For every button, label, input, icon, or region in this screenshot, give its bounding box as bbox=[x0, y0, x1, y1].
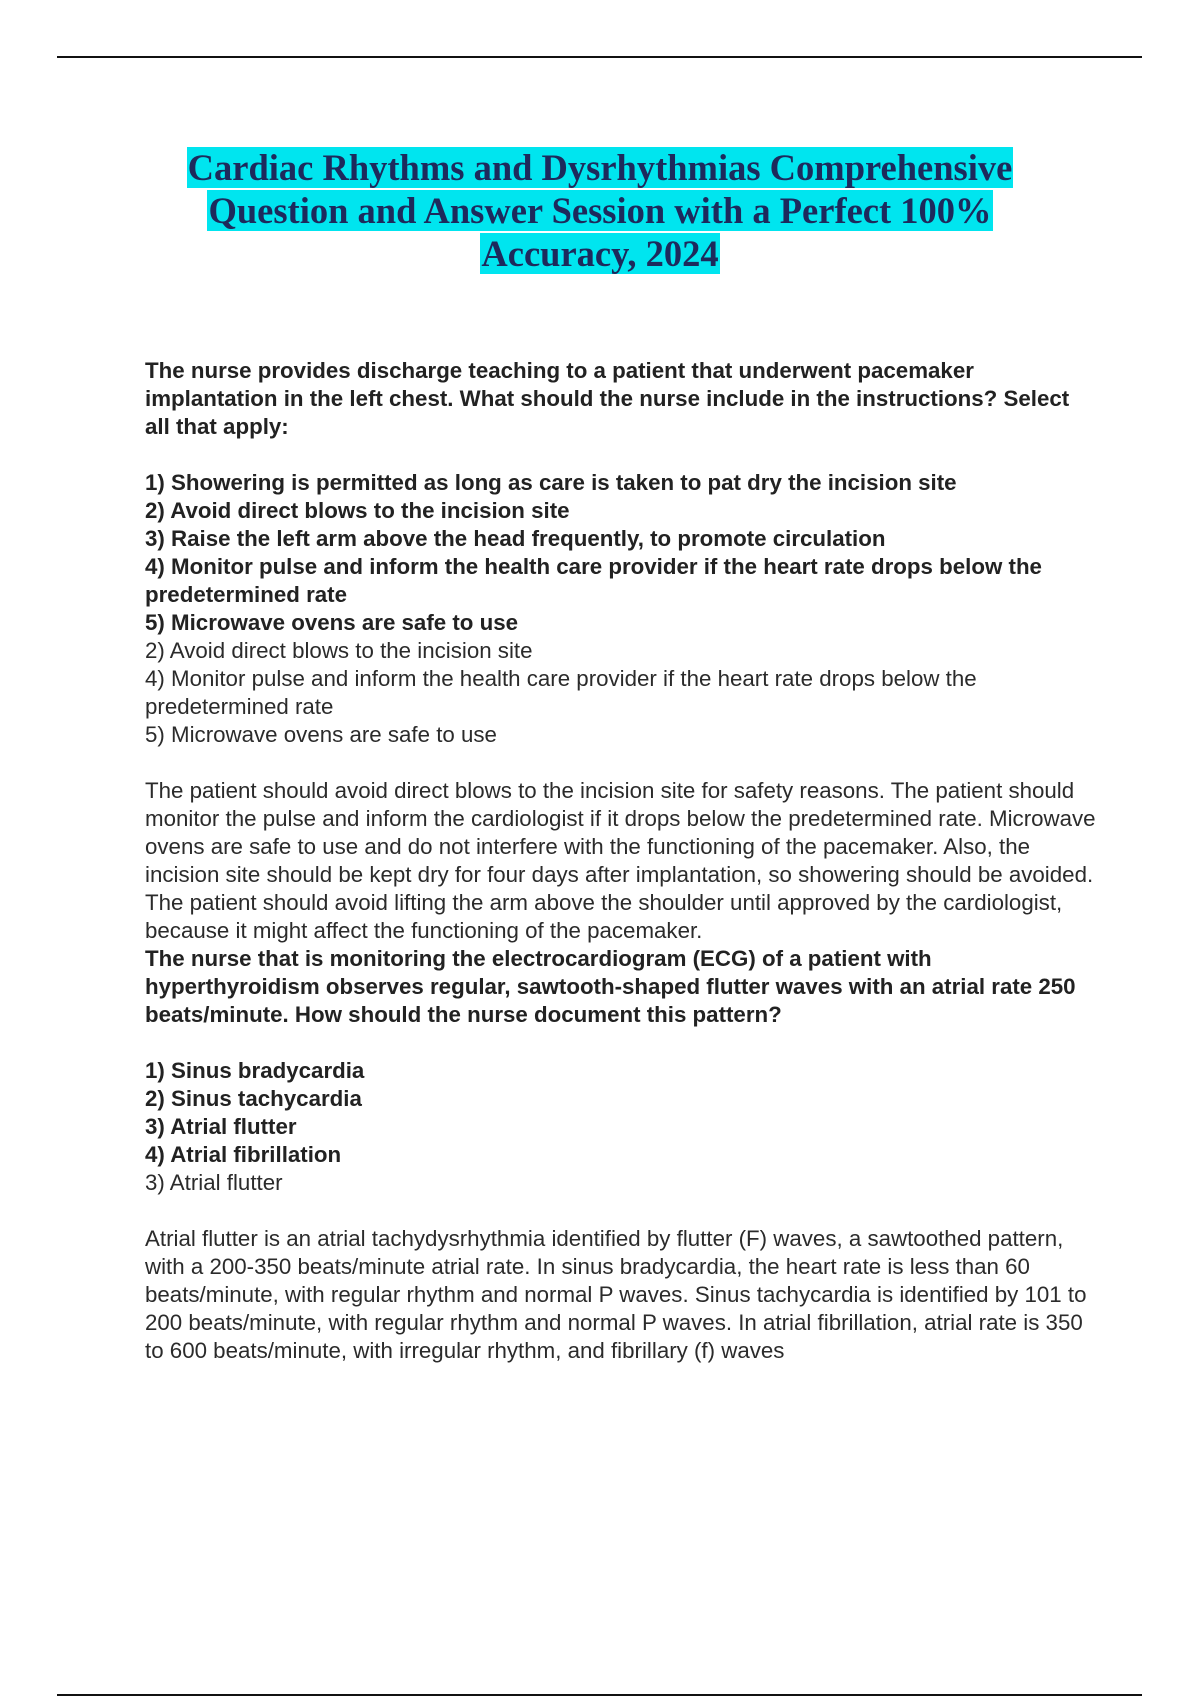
option-item: 2) Avoid direct blows to the incision site bbox=[145, 498, 570, 523]
document-title bbox=[100, 146, 1100, 275]
answer-list bbox=[145, 637, 1100, 749]
question-2 bbox=[145, 945, 1100, 1365]
answer-item: 2) Avoid direct blows to the incision site bbox=[145, 638, 533, 663]
option-item: 1) Sinus bradycardia bbox=[145, 1058, 365, 1083]
title-line-2: Question and Answer Session with a Perfect 100% bbox=[208, 190, 992, 231]
answer-item: 3) Atrial flutter bbox=[145, 1170, 283, 1195]
option-item: 5) Microwave ovens are safe to use bbox=[145, 610, 519, 635]
option-item: 4) Monitor pulse and inform the health care provider if the heart rate drops below the predetermined rate bbox=[145, 554, 1042, 607]
answer-item: 5) Microwave ovens are safe to use bbox=[145, 722, 497, 747]
answer-explanation: The patient should avoid direct blows to the incision site for safety reasons. The patient should monitor the pulse and inform the cardiologist if it drops below the predetermined rate. Microwave ovens are safe to use and do not interfere with the functioning of the pacemaker. Also, the incision site should be kept dry for four days after implantation, so showering should be avoided. The patient should avoid lifting the arm above the shoulder until approved by the cardiologist, because it might affect the functioning of the pacemaker. bbox=[145, 778, 1096, 943]
question-prompt: The nurse provides discharge teaching to a patient that underwent pacemaker implantation in the left chest. What should the nurse include in the instructions? Select all that apply: bbox=[145, 358, 1070, 439]
question-1 bbox=[145, 357, 1100, 945]
answer-item: 4) Monitor pulse and inform the health care provider if the heart rate drops below the predetermined rate bbox=[145, 666, 977, 719]
option-item: 3) Atrial flutter bbox=[145, 1114, 297, 1139]
question-prompt: The nurse that is monitoring the electrocardiogram (ECG) of a patient with hyperthyroidism observes regular, sawtooth-shaped flutter waves with an atrial rate 250 beats/minute. How should the nurse document this pattern? bbox=[145, 946, 1076, 1027]
option-list bbox=[145, 1057, 1100, 1169]
answer-explanation: Atrial flutter is an atrial tachydysrhythmia identified by flutter (F) waves, a sawtoothed pattern, with a 200-350 beats/minute atrial rate. In sinus bradycardia, the heart rate is less than 60 beats/minute, with regular rhythm and normal P waves. Sinus tachycardia is identified by 101 to 200 beats/minute, with regular rhythm and normal P waves. In atrial fibrillation, atrial rate is 350 to 600 beats/minute, with irregular rhythm, and fibrillary (f) waves bbox=[145, 1226, 1087, 1363]
title-line-3: Accuracy, 2024 bbox=[481, 233, 719, 274]
option-item: 1) Showering is permitted as long as care is taken to pat dry the incision site bbox=[145, 470, 957, 495]
option-item: 2) Sinus tachycardia bbox=[145, 1086, 362, 1111]
option-item: 4) Atrial fibrillation bbox=[145, 1142, 342, 1167]
bottom-divider bbox=[57, 1694, 1142, 1696]
top-divider bbox=[57, 56, 1142, 58]
option-list bbox=[145, 469, 1100, 637]
option-item: 3) Raise the left arm above the head frequently, to promote circulation bbox=[145, 526, 886, 551]
answer-list bbox=[145, 1169, 1100, 1197]
document-body bbox=[145, 357, 1100, 1365]
title-line-1: Cardiac Rhythms and Dysrhythmias Comprehensive bbox=[187, 147, 1013, 188]
